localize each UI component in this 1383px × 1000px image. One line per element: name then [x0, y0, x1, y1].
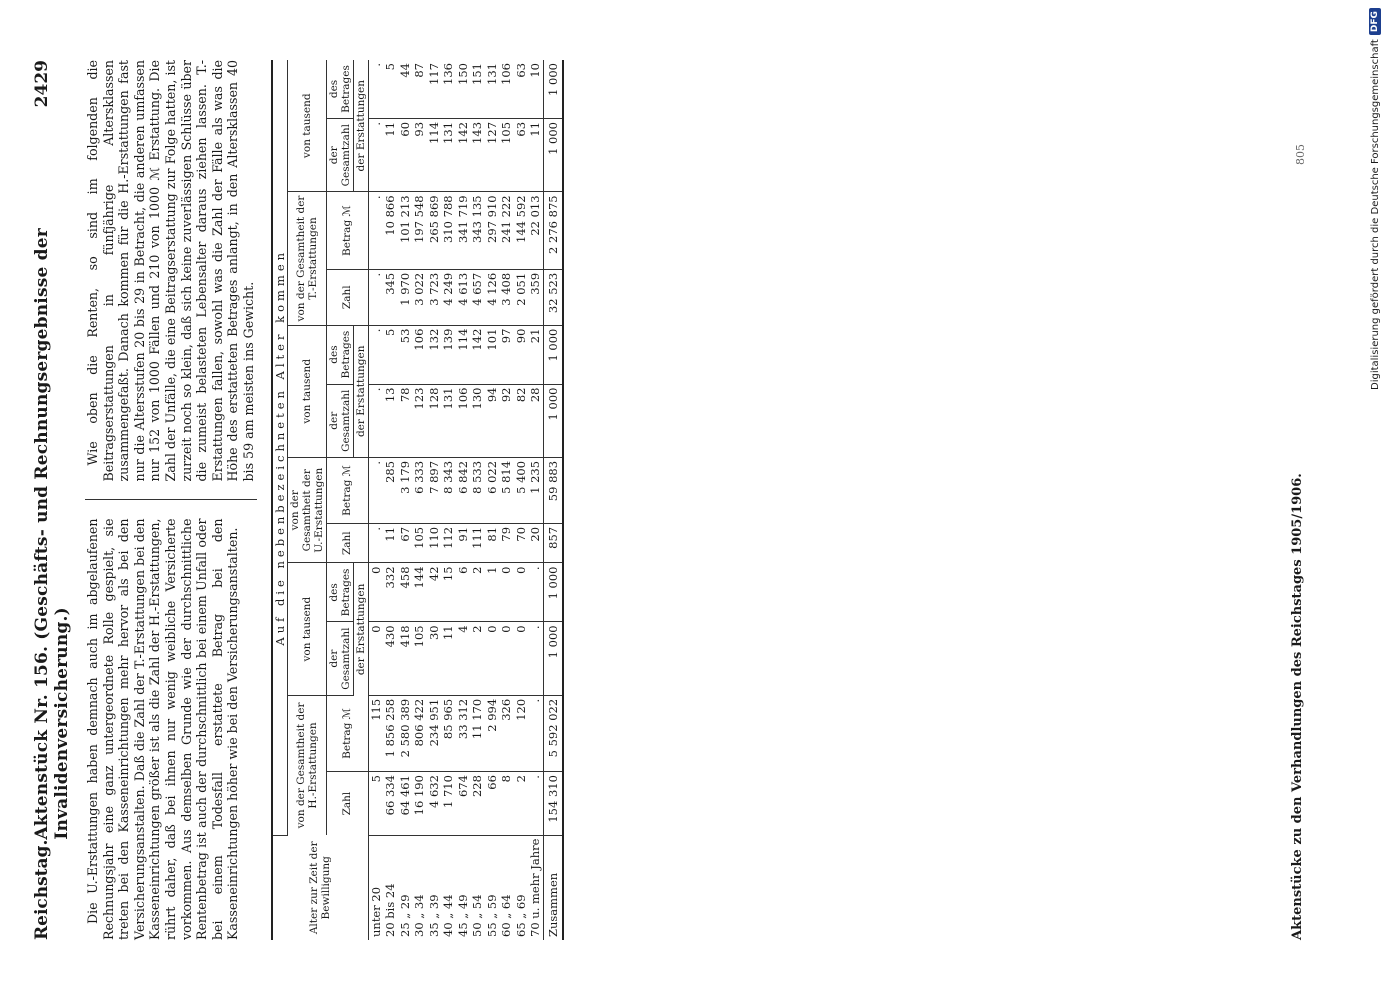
cell-t-pb: 63: [514, 60, 529, 118]
cell-h-pb: 42: [427, 563, 442, 622]
age-distribution-table: [271, 60, 565, 940]
cell-u-pz: 82: [514, 384, 529, 457]
cell-t-pb: 131: [485, 60, 500, 118]
digitization-note: [1366, 10, 1383, 390]
cell-h-zahl: 64 461: [398, 772, 413, 835]
cell-h-pz: 4: [456, 622, 471, 695]
table-total-row: [543, 60, 563, 940]
cell-h-betrag: 2 580 389: [398, 695, 413, 771]
cell-u-pz: 13: [383, 384, 398, 457]
cell-h-pz: 105: [412, 622, 427, 695]
cell-h-pb: 332: [383, 563, 398, 622]
head-zahl-h: Zahl: [326, 772, 368, 835]
cell-u-betrag: 7 897: [427, 457, 442, 523]
cell-t-pz: 105: [499, 118, 514, 191]
cell-t-betrag: 10 866: [383, 192, 398, 269]
head-group-h: von der Gesamtheit der H.-Erstattungen: [287, 695, 326, 835]
cell-u-pb: 106: [412, 325, 427, 384]
cell-u-betrag: .: [368, 457, 383, 523]
cell-t-pz: 93: [412, 118, 427, 191]
table-row: [398, 60, 413, 940]
cell-u-pz: 131: [441, 384, 456, 457]
dfg-logo: DFG: [1369, 8, 1381, 35]
head-span-title: Auf die nebenbezeichneten Alter kommen: [272, 60, 288, 835]
cell-age: 60 „ 64: [499, 894, 514, 937]
cell-u-pb: 5: [383, 325, 398, 384]
cell-u-pb: .: [368, 325, 383, 384]
cell-t-zahl: 2 051: [514, 269, 529, 325]
head-perthousand-t: von tausend: [287, 60, 326, 192]
cell-t-pz: 63: [514, 118, 529, 191]
cell-age: unter 20: [368, 886, 383, 937]
cell-h-betrag: 234 951: [427, 695, 442, 771]
cell-t-pb: 44: [398, 60, 413, 118]
page-number: 2429: [32, 60, 52, 108]
head-gesamtzahl-h: der Gesamtzahl: [326, 622, 353, 695]
cell-u-betrag: 6 842: [456, 457, 471, 523]
cell-h-pb: 0: [368, 563, 383, 622]
cell-t-betrag: 341 719: [456, 192, 471, 269]
cell-u-zahl: 105: [412, 523, 427, 563]
head-gesamtzahl-t: der Gesamtzahl: [326, 118, 353, 191]
total-u-pb: 1 000: [543, 325, 563, 384]
table-row: [499, 60, 514, 940]
cell-t-pb: 151: [470, 60, 485, 118]
head-betrages-h: des Betrages: [326, 563, 353, 622]
cell-h-pb: 6: [456, 563, 471, 622]
cell-t-pb: 117: [427, 60, 442, 118]
cell-h-pz: 430: [383, 622, 398, 695]
cell-u-pb: 114: [456, 325, 471, 384]
head-group-t: von der Gesamtheit der T.-Erstattungen: [287, 192, 326, 325]
cell-t-betrag: 101 213: [398, 192, 413, 269]
header-title: Aktenstück Nr. 156. (Geschäfts- und Rechnungsergebnisse der Invalidenversicherung.): [32, 228, 72, 840]
cell-h-pz: 2: [470, 622, 485, 695]
cell-u-pb: 139: [441, 325, 456, 384]
cell-u-pb: 101: [485, 325, 500, 384]
table-row: [514, 60, 529, 940]
cell-t-betrag: 265 869: [427, 192, 442, 269]
cell-t-pz: 60: [398, 118, 413, 191]
head-betrages-t: des Betrages: [326, 60, 353, 118]
cell-u-pb: 97: [499, 325, 514, 384]
table-row: [427, 60, 442, 940]
cell-age: 70 u. mehr Jahre: [528, 838, 543, 937]
cell-u-betrag: 5 400: [514, 457, 529, 523]
head-erstattungen-u: der Erstattungen: [353, 325, 368, 457]
digitization-text: Digitalisierung gefördert durch die Deutsche Forschungsgemeinschaft: [1369, 39, 1381, 390]
total-h-zahl: 154 310: [543, 772, 563, 835]
cell-age: 20 bis 24: [383, 883, 398, 937]
head-erstattungen-h: der Erstattungen: [353, 563, 368, 695]
cell-u-pz: 123: [412, 384, 427, 457]
cell-h-zahl: 674: [456, 772, 471, 835]
cell-age: 45 „ 49: [455, 894, 470, 937]
total-t-pz: 1 000: [543, 118, 563, 191]
cell-t-betrag: .: [368, 192, 383, 269]
cell-t-pb: 10: [528, 60, 543, 118]
rotated-page-content: [32, 60, 752, 940]
cell-t-zahl: 4 657: [470, 269, 485, 325]
cell-t-pz: 131: [441, 118, 456, 191]
total-u-betrag: 59 883: [543, 457, 563, 523]
head-betrag-h: Betrag ℳ: [326, 695, 368, 771]
cell-age: 30 „ 34: [412, 894, 427, 937]
paragraph-right: Wie oben die Renten, so sind im folgenden die Beitragserstattungen in fünfjährige Altersklassen zusammengefaßt. Danach kommen für die H.-Erstattungen fast nur die Altersstufen 20 bis 29 in Betracht, die anderen umfassen nur 152 von 1000 Fällen und 210 von 1000 ℳ Erstattung. Die Zahl der Unfälle, die eine Beitragserstattung zur Folge hatten, ist zurzeit noch so klein, daß sich keine zuverlässigen Schlüsse über die zumeist belasteten Lebensalter daraus ziehen lassen. T.-Erstattungen fallen, sowohl was die Zahl der Fälle als was die Höhe des erstatteten Betrages anlangt, in den Altersklassen 40 bis 59 am meisten ins Gewicht.: [85, 60, 256, 482]
cell-age: 35 „ 39: [426, 894, 441, 937]
cell-h-pz: .: [528, 622, 543, 695]
total-age: Zusammen: [543, 835, 563, 940]
cell-age: 65 „ 69: [513, 894, 528, 937]
cell-u-pb: 21: [528, 325, 543, 384]
table-body: [368, 60, 563, 940]
head-erstattungen-t: der Erstattungen: [353, 60, 368, 192]
body-text: [85, 60, 257, 940]
head-perthousand-u: von tausend: [287, 325, 326, 457]
cell-h-zahl: 228: [470, 772, 485, 835]
cell-u-pb: 142: [470, 325, 485, 384]
total-h-pb: 1 000: [543, 563, 563, 622]
cell-u-zahl: .: [368, 523, 383, 563]
head-perthousand-h: von tausend: [287, 563, 326, 695]
total-t-betrag: 2 276 875: [543, 192, 563, 269]
paragraph-left: Die U.-Erstattungen haben demnach auch im abgelaufenen Rechnungsjahr eine ganz untergeordnete Rolle gespielt, sie treten bei den Kasseneinrichtungen mehr hervor als bei den Versicherungsanstalten. Daß die Zahl der T.-Erstattungen bei den Kasseneinrichtungen größer ist als die Zahl der H.-Erstattungen, rührt daher, daß bei ihnen nur wenig weibliche Versicherte vorkommen. Aus demselben Grunde wie der durchschnittliche Rentenbetrag ist auch der durchschnittlich bei einem Unfall oder bei einem Todesfall erstattete Betrag bei den Kasseneinrichtungen höher wie bei den Versicherungsanstalten.: [85, 518, 241, 940]
cell-h-betrag: 1 856 258: [383, 695, 398, 771]
header-left: Reichstag.: [32, 839, 52, 940]
cell-u-pz: 78: [398, 384, 413, 457]
head-betrag-u: Betrag ℳ: [326, 457, 368, 523]
cell-h-pz: 11: [441, 622, 456, 695]
cell-u-zahl: 112: [441, 523, 456, 563]
table-row: [485, 60, 500, 940]
cell-h-betrag: 85 965: [441, 695, 456, 771]
cell-t-zahl: 4 249: [441, 269, 456, 325]
table-row: [456, 60, 471, 940]
cell-h-zahl: 8: [499, 772, 514, 835]
cell-age: 25 „ 29: [397, 894, 412, 937]
cell-u-betrag: 5 814: [499, 457, 514, 523]
cell-u-betrag: 3 179: [398, 457, 413, 523]
head-zahl-u: Zahl: [326, 523, 368, 563]
table-row: [470, 60, 485, 940]
cell-u-zahl: 110: [427, 523, 442, 563]
cell-h-pz: 0: [499, 622, 514, 695]
cell-u-zahl: 111: [470, 523, 485, 563]
cell-u-pb: 53: [398, 325, 413, 384]
cell-h-zahl: 4 632: [427, 772, 442, 835]
cell-t-pb: 136: [441, 60, 456, 118]
archive-page-stamp: 805: [1294, 144, 1307, 165]
cell-u-zahl: 79: [499, 523, 514, 563]
cell-t-zahl: 1 970: [398, 269, 413, 325]
cell-h-betrag: 11 170: [470, 695, 485, 771]
cell-t-zahl: 3 723: [427, 269, 442, 325]
cell-h-pz: 418: [398, 622, 413, 695]
cell-u-pz: 128: [427, 384, 442, 457]
table-row: [368, 60, 383, 940]
cell-u-betrag: 8 343: [441, 457, 456, 523]
cell-t-pz: 127: [485, 118, 500, 191]
cell-u-zahl: 20: [528, 523, 543, 563]
cell-u-betrag: 6 022: [485, 457, 500, 523]
cell-h-betrag: 33 312: [456, 695, 471, 771]
cell-t-pz: .: [368, 118, 383, 191]
cell-h-betrag: 326: [499, 695, 514, 771]
table-row: [528, 60, 543, 940]
table-row: [412, 60, 427, 940]
cell-h-betrag: 806 422: [412, 695, 427, 771]
cell-t-zahl: 345: [383, 269, 398, 325]
cell-h-pb: 458: [398, 563, 413, 622]
cell-t-zahl: 4 613: [456, 269, 471, 325]
cell-u-pb: 132: [427, 325, 442, 384]
cell-u-zahl: 70: [514, 523, 529, 563]
cell-t-pz: 143: [470, 118, 485, 191]
page-header: [32, 60, 75, 940]
footer-source: Aktenstücke zu den Verhandlungen des Reichstages 1905/1906.: [1290, 473, 1305, 940]
cell-u-betrag: 285: [383, 457, 398, 523]
cell-t-betrag: 22 013: [528, 192, 543, 269]
cell-t-zahl: 3 408: [499, 269, 514, 325]
cell-u-zahl: 67: [398, 523, 413, 563]
cell-t-zahl: 4 126: [485, 269, 500, 325]
cell-t-betrag: 197 548: [412, 192, 427, 269]
cell-t-betrag: 144 592: [514, 192, 529, 269]
cell-h-pz: 30: [427, 622, 442, 695]
cell-h-betrag: .: [528, 695, 543, 771]
cell-age: 55 „ 59: [484, 894, 499, 937]
cell-h-pz: 0: [368, 622, 383, 695]
cell-u-zahl: 91: [456, 523, 471, 563]
cell-u-pz: 94: [485, 384, 500, 457]
column-divider: [85, 500, 257, 501]
cell-u-pb: 90: [514, 325, 529, 384]
cell-t-betrag: 343 135: [470, 192, 485, 269]
cell-h-pb: 15: [441, 563, 456, 622]
cell-t-pz: 11: [528, 118, 543, 191]
table-row: [441, 60, 456, 940]
cell-age: 50 „ 54: [470, 894, 485, 937]
total-h-betrag: 5 592 022: [543, 695, 563, 771]
cell-t-pz: 142: [456, 118, 471, 191]
cell-h-pz: 0: [514, 622, 529, 695]
cell-t-betrag: 310 788: [441, 192, 456, 269]
cell-h-zahl: 2: [514, 772, 529, 835]
cell-h-zahl: 66: [485, 772, 500, 835]
head-age: Alter zur Zeit der Bewilligung: [272, 835, 369, 940]
cell-h-zahl: 66 334: [383, 772, 398, 835]
total-u-zahl: 857: [543, 523, 563, 563]
total-t-pb: 1 000: [543, 60, 563, 118]
head-betrag-t: Betrag ℳ: [326, 192, 368, 269]
cell-t-pz: 11: [383, 118, 398, 191]
cell-h-pz: 0: [485, 622, 500, 695]
cell-t-pz: 114: [427, 118, 442, 191]
cell-t-betrag: 241 222: [499, 192, 514, 269]
cell-h-zahl: 5: [368, 772, 383, 835]
cell-t-pb: 106: [499, 60, 514, 118]
cell-u-zahl: 11: [383, 523, 398, 563]
cell-h-zahl: .: [528, 772, 543, 835]
cell-h-pb: 2: [470, 563, 485, 622]
cell-u-betrag: 1 235: [528, 457, 543, 523]
cell-age: 40 „ 44: [441, 894, 456, 937]
total-t-zahl: 32 523: [543, 269, 563, 325]
cell-u-pz: 92: [499, 384, 514, 457]
total-h-pz: 1 000: [543, 622, 563, 695]
cell-h-pb: .: [528, 563, 543, 622]
cell-h-pb: 0: [499, 563, 514, 622]
head-group-u: von der Gesamtheit der U.-Erstattungen: [287, 457, 326, 563]
cell-u-pz: 28: [528, 384, 543, 457]
head-zahl-t: Zahl: [326, 269, 368, 325]
cell-h-betrag: 2 994: [485, 695, 500, 771]
cell-h-pb: 1: [485, 563, 500, 622]
head-gesamtzahl-u: der Gesamtzahl: [326, 384, 353, 457]
cell-u-betrag: 6 333: [412, 457, 427, 523]
cell-u-pz: 130: [470, 384, 485, 457]
cell-t-pb: 150: [456, 60, 471, 118]
cell-h-zahl: 16 190: [412, 772, 427, 835]
cell-u-pz: 106: [456, 384, 471, 457]
cell-h-betrag: 120: [514, 695, 529, 771]
cell-u-pz: .: [368, 384, 383, 457]
head-betrages-u: des Betrages: [326, 325, 353, 384]
cell-t-zahl: .: [368, 269, 383, 325]
cell-u-betrag: 8 533: [470, 457, 485, 523]
cell-t-pb: 5: [383, 60, 398, 118]
cell-t-pb: .: [368, 60, 383, 118]
cell-h-pb: 0: [514, 563, 529, 622]
cell-h-betrag: 115: [368, 695, 383, 771]
cell-h-pb: 144: [412, 563, 427, 622]
table-row: [383, 60, 398, 940]
cell-h-zahl: 1 710: [441, 772, 456, 835]
total-u-pz: 1 000: [543, 384, 563, 457]
cell-t-zahl: 3 022: [412, 269, 427, 325]
cell-t-betrag: 297 910: [485, 192, 500, 269]
cell-t-zahl: 359: [528, 269, 543, 325]
cell-u-zahl: 81: [485, 523, 500, 563]
cell-t-pb: 87: [412, 60, 427, 118]
